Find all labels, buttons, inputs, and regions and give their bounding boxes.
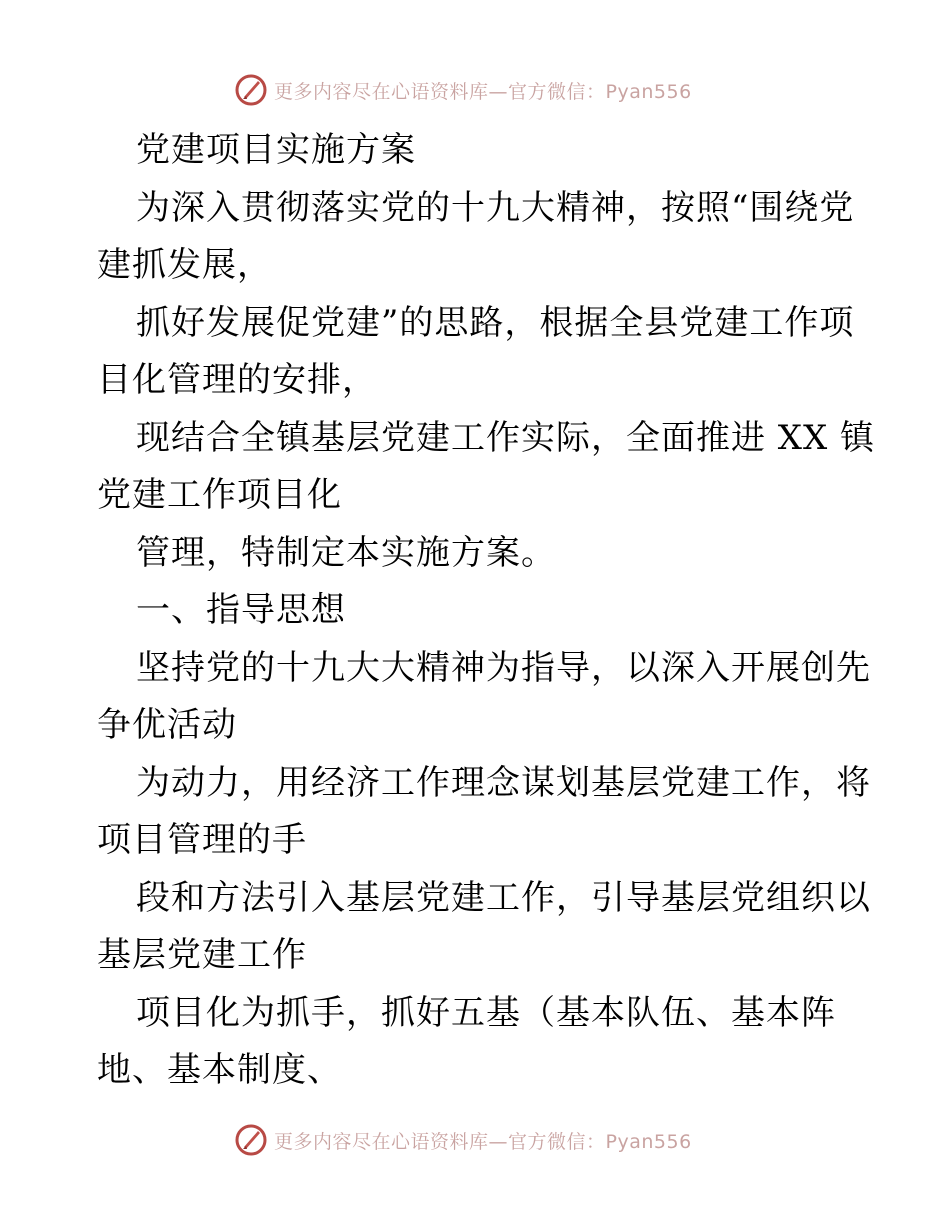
text-line: 建抓发展， [97, 245, 272, 285]
text-line: 段和方法引入基层党建工作，引导基层党组织以 [136, 877, 871, 918]
text-line: 项目化为抓手，抓好五基（基本队伍、基本阵 [136, 992, 836, 1033]
text-line: 党建项目实施方案 [136, 130, 416, 170]
watermark-text: 更多内容尽在心语资料库—官方微信：Pyan556 [274, 1130, 692, 1153]
text-line: 地、基本制度、 [97, 1050, 342, 1090]
text-line: 争优活动 [97, 705, 237, 745]
text-line: 为动力，用经济工作理念谋划基层党建工作，将 [136, 762, 871, 803]
text-line: 目化管理的安排， [97, 360, 377, 400]
quill-seal-icon [234, 1123, 268, 1157]
text-line: 一、指导思想 [136, 590, 346, 630]
text-line: 项目管理的手 [97, 820, 307, 860]
header-watermark [234, 70, 714, 110]
text-line: 基层党建工作 [97, 935, 307, 975]
text-line: 抓好发展促党建”的思路，根据全县党建工作项 [136, 302, 855, 343]
text-line: 坚持党的十九大大精神为指导，以深入开展创先 [136, 647, 871, 688]
watermark-text: 更多内容尽在心语资料库—官方微信：Pyan556 [274, 80, 692, 103]
quill-seal-icon [234, 73, 268, 107]
document-body [97, 122, 876, 1100]
text-line: 现结合全镇基层党建工作实际，全面推进 XX 镇 [136, 417, 876, 458]
text-line: 党建工作项目化 [97, 475, 342, 515]
footer-watermark [234, 1120, 714, 1160]
text-line: 为深入贯彻落实党的十九大精神，按照“围绕党 [136, 187, 855, 228]
text-line: 管理，特制定本实施方案。 [136, 532, 556, 573]
